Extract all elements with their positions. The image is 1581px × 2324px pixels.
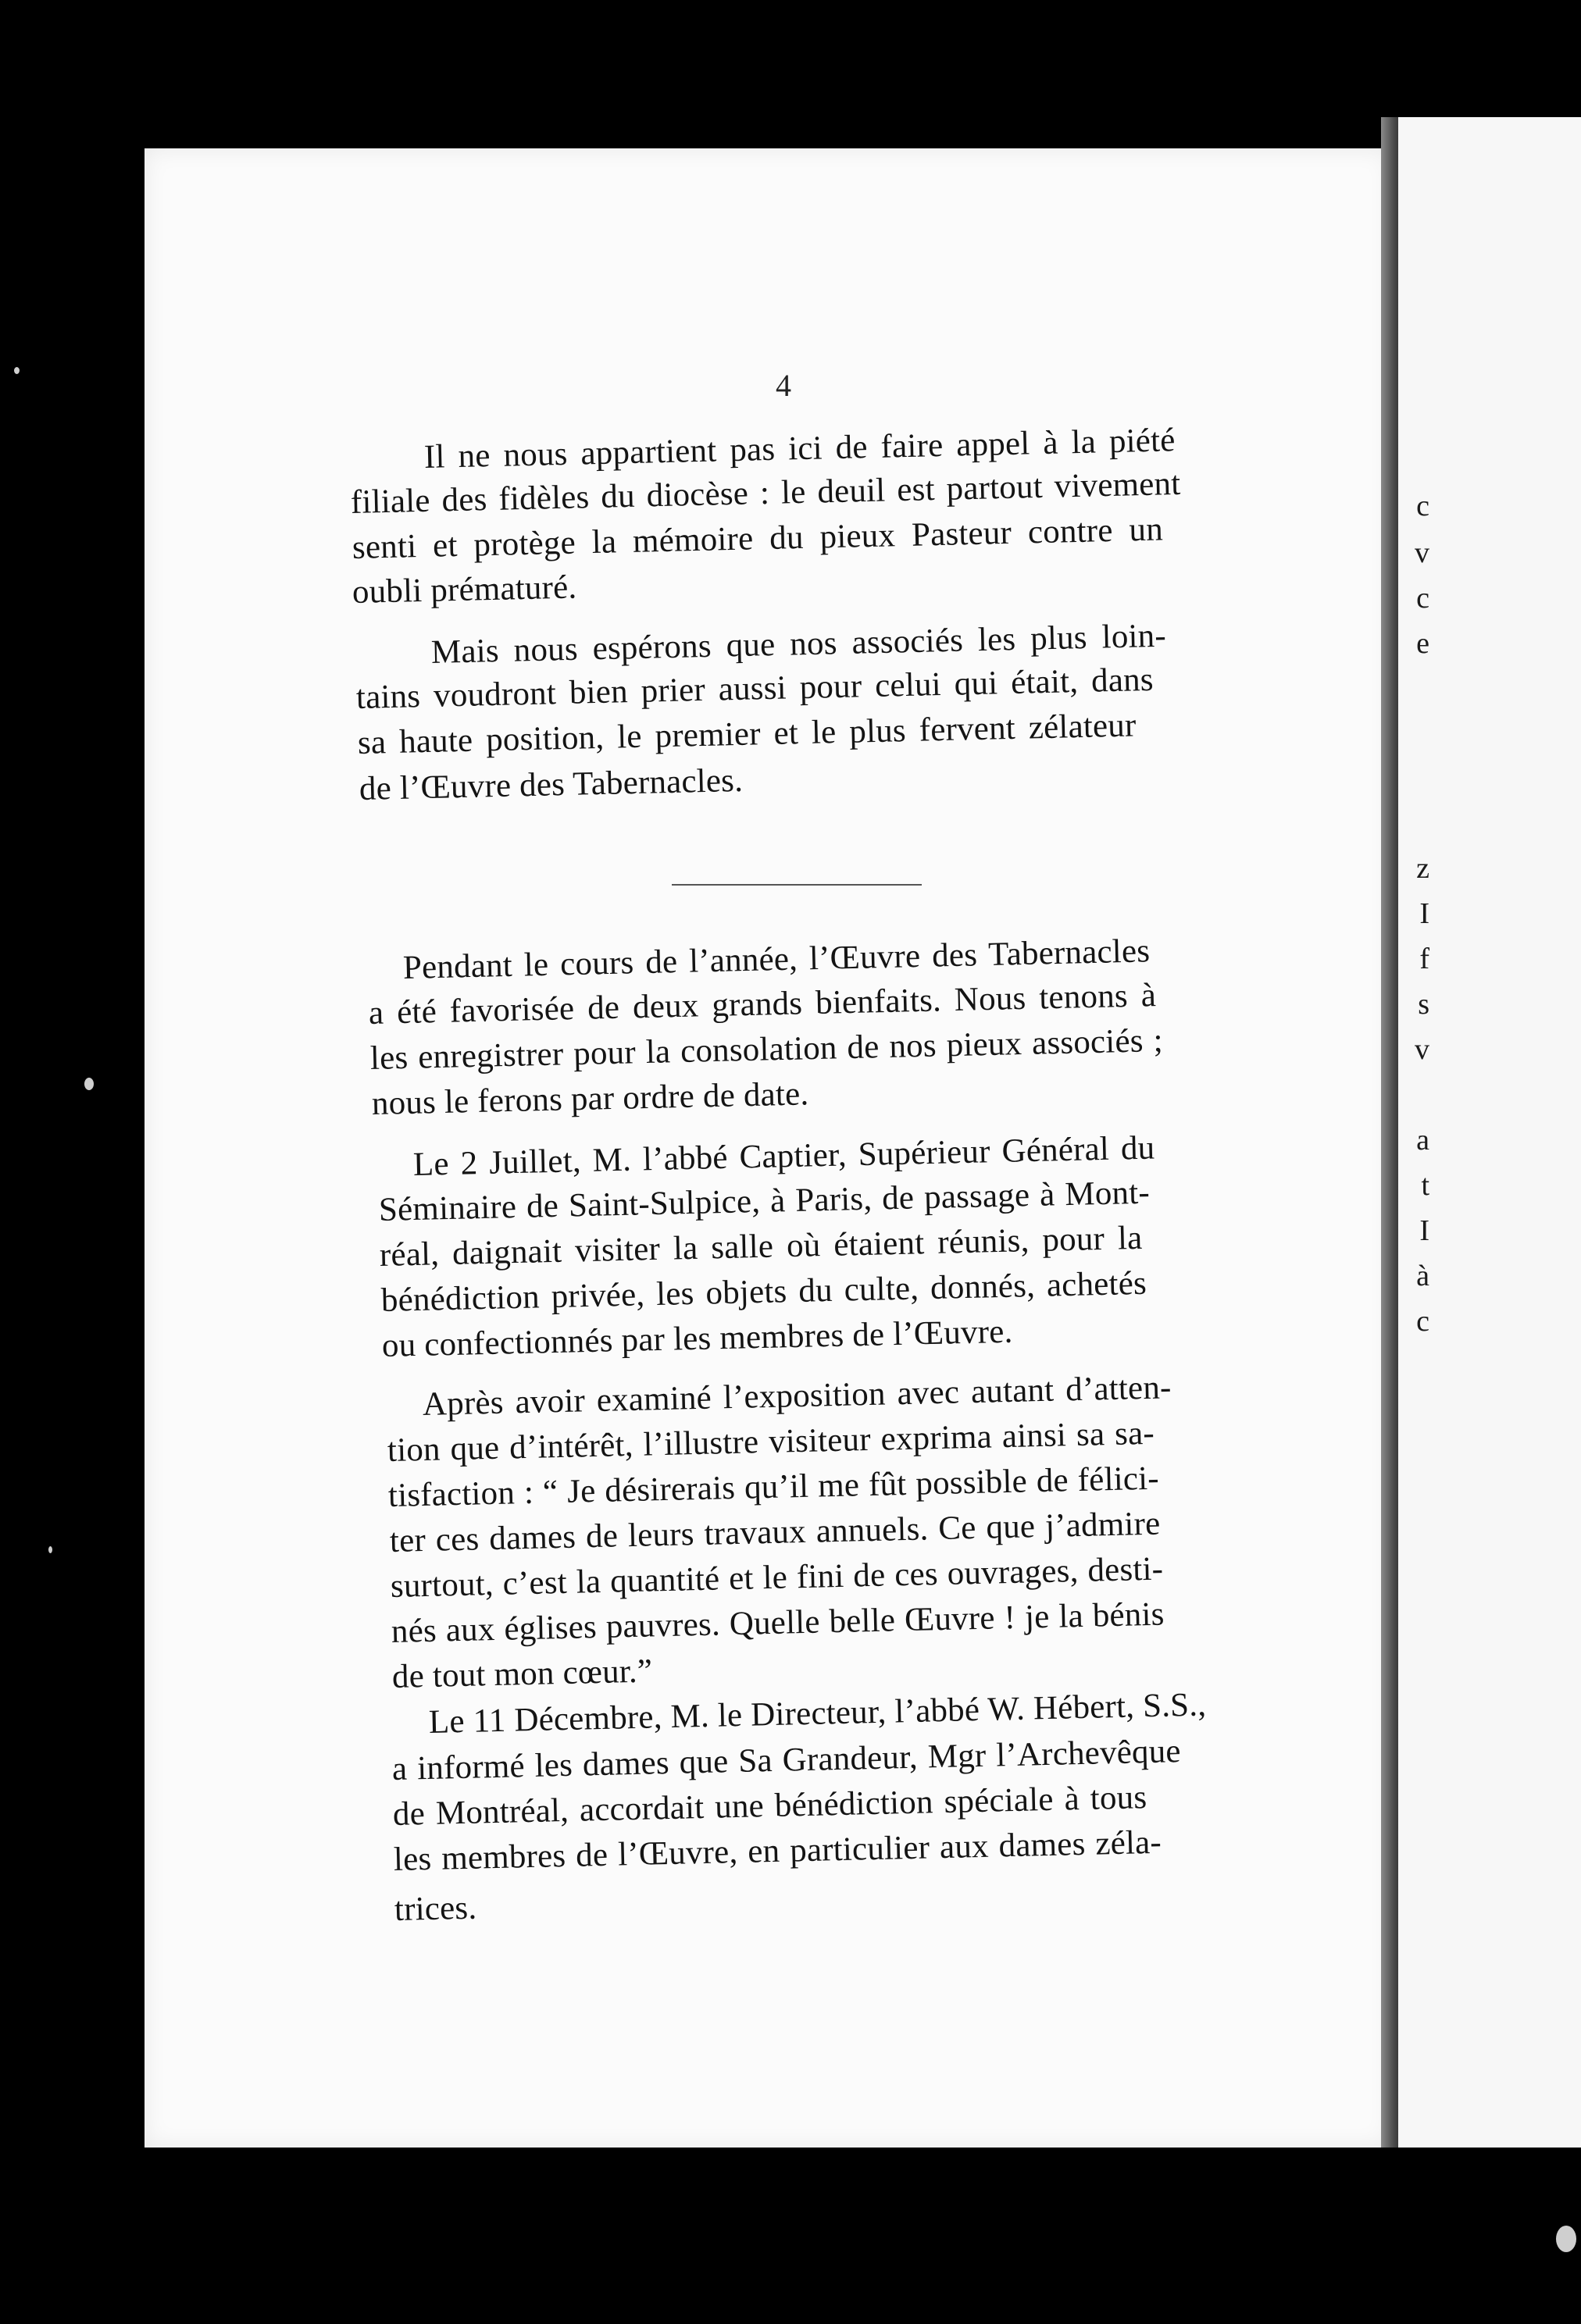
facing-page-edge [1398,117,1581,2148]
text-line: de Montréal, accordait une bénédiction spéciale à tous [392,1779,1147,1833]
text-line: tisfaction : “ Je désirerais qu’il me fût possible de félici- [387,1460,1160,1514]
text-line: tion que d’intérêt, l’illustre visiteur exprima ainsi sa sa- [387,1414,1155,1469]
facing-page-char: s [1418,988,1429,1021]
facing-page-char: z [1416,852,1429,885]
dust-speck [84,1078,94,1090]
text-line: ou confectionnés par les membres de l’Œuvre. [381,1313,1013,1364]
text-line: Après avoir examiné l’exposition avec autant d’atten- [422,1369,1172,1423]
text-line: tains voudront bien prier aussi pour celui qui était, dans [355,661,1155,716]
text-line: surtout, c’est la quantité et le fini de ces ouvrages, desti- [390,1550,1164,1605]
text-line: de tout mon cœur.” [391,1652,653,1695]
text-line: Mais nous espérons que nos associés les plus loin- [430,617,1167,671]
text-line: Le 2 Juillet, M. l’abbé Captier, Supérieur Général du [412,1129,1155,1183]
facing-page-char: a [1416,1124,1429,1157]
text-line: nés aux églises pauvres. Quelle belle Œuvre ! je la bénis [391,1595,1165,1650]
facing-page-char: e [1416,627,1429,660]
text-line: Séminaire de Saint-Sulpice, à Paris, de passage à Mont- [378,1174,1151,1228]
text-line: senti et protège la mémoire du pieux Pasteur contre un [352,511,1164,566]
text-line: trices. [394,1889,477,1928]
facing-page-char: I [1419,1214,1429,1247]
facing-page-char: t [1421,1169,1429,1202]
facing-page-char: f [1419,943,1429,975]
text-line: ter ces dames de leurs travaux annuels. Ce que j’admire [389,1505,1161,1559]
text-line: de l’Œuvre des Tabernacles. [359,761,744,807]
text-line: a été favorisée de deux grands bienfaits. Nous tenons à [368,977,1157,1032]
text-line: Le 11 Décembre, M. le Directeur, l’abbé W. Hébert, S.S., [428,1686,1207,1741]
text-line: oubli prématuré. [352,569,577,611]
facing-page-char: à [1416,1260,1429,1292]
text-line: Pendant le cours de l’année, l’Œuvre des Tabernacles [402,932,1151,986]
facing-page-char: c [1416,582,1429,615]
section-divider [672,884,922,886]
text-line: filiale des fidèles du diocèse : le deuil est partout vivement [350,465,1181,521]
text-line: les membres de l’Œuvre, en particulier aux dames zéla- [393,1823,1162,1878]
text-line: Il ne nous appartient pas ici de faire appel à la piété [423,422,1176,476]
facing-page-char: v [1415,1033,1429,1066]
text-line: les enregistrer pour la consolation de nos pieux associés ; [369,1021,1164,1077]
text-line: a informé les dames que Sa Grandeur, Mgr l’Archevêque [391,1733,1182,1788]
text-line: bénédiction privée, les objets du culte, donnés, achetés [380,1264,1147,1319]
facing-page-char: c [1416,1305,1429,1338]
facing-page-char: v [1415,536,1429,569]
text-line: réal, daignait visiter la salle où étaient réunis, pour la [379,1219,1143,1274]
dust-speck [14,367,20,374]
facing-page-char: c [1416,490,1429,522]
text-line: sa haute position, le premier et le plus fervent zélateur [357,707,1137,761]
dust-speck [48,1546,52,1553]
text-line: nous le ferons par ordre de date. [371,1075,809,1122]
page-number: 4 [776,368,791,403]
facing-page-char: I [1419,897,1429,930]
dust-speck [1556,2226,1576,2252]
